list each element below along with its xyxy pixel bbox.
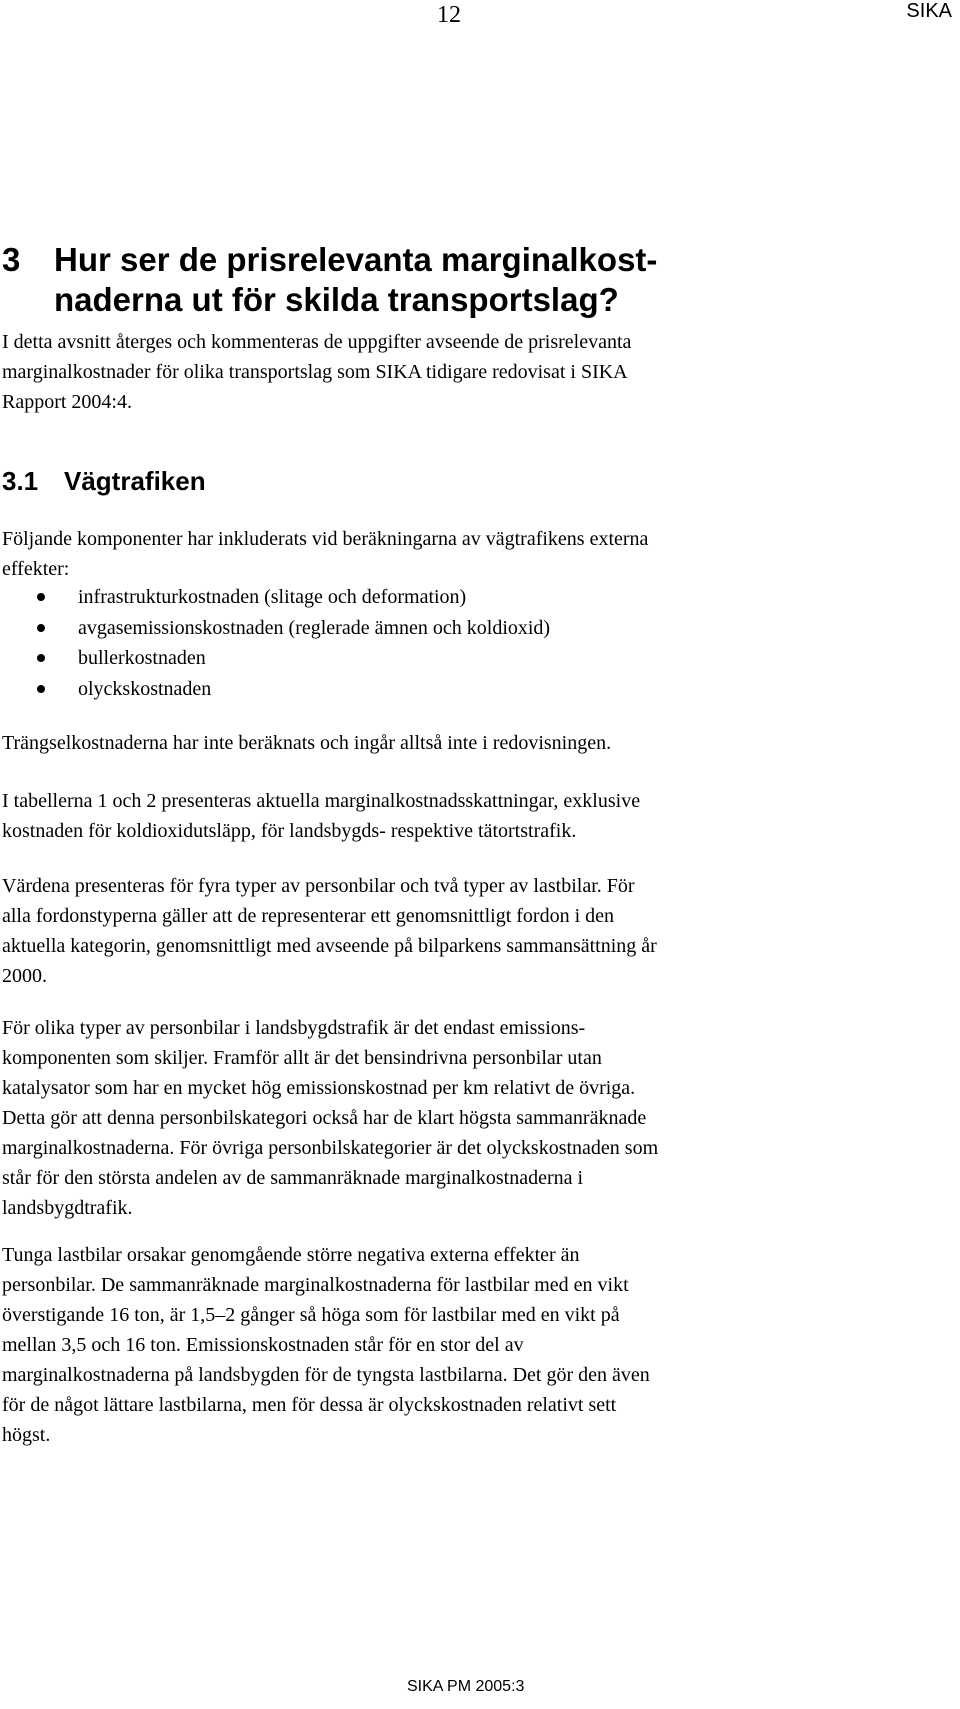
paragraph-values [2, 871, 892, 991]
paragraph-line: mellan 3,5 och 16 ton. Emissionskostnaden står för en stor del av [2, 1334, 524, 1356]
paragraph-line: Trängselkostnaderna har inte beräknats och ingår alltså inte i redovisningen. [2, 732, 612, 754]
bullet-icon [37, 593, 45, 601]
intro-line: Rapport 2004:4. [2, 391, 132, 413]
paragraph-line: Tunga lastbilar orsakar genomgående större negativa externa effekter än [2, 1244, 580, 1266]
header-brand: SIKA [906, 0, 952, 22]
paragraph-trucks [2, 1240, 892, 1450]
paragraph-line: I tabellerna 1 och 2 presenteras aktuella marginalkostnadsskattningar, exklusive [2, 790, 641, 812]
list-item-text: olyckskostnaden [78, 677, 212, 700]
paragraph-passenger-cars [2, 1013, 892, 1223]
bullet-icon [37, 624, 45, 632]
paragraph-line: aktuella kategorin, genomsnittligt med avseende på bilparkens sammansättning år [2, 935, 657, 957]
list-item [0, 674, 550, 705]
components-list [0, 582, 550, 704]
list-item-text: avgasemissionskostnaden (reglerade ämnen och koldioxid) [78, 616, 551, 639]
list-item-text: bullerkostnaden [78, 647, 206, 669]
bullet-icon [37, 654, 45, 662]
section-heading [2, 465, 206, 497]
bullet-icon [37, 685, 45, 693]
paragraph-line: marginalkostnaderna på landsbygden för de tyngsta lastbilarna. Det gör den även [2, 1364, 650, 1386]
paragraph-line: marginalkostnaderna. För övriga personbilskategorier är det olyckskostnaden som [2, 1137, 659, 1159]
paragraph-line: högst. [2, 1424, 51, 1446]
paragraph-congestion [2, 728, 892, 758]
components-intro-line: effekter: [2, 558, 70, 580]
paragraph-line: Detta gör att denna personbilskategori också har de klart högsta sammanräknade [2, 1107, 647, 1129]
paragraph-line: 2000. [2, 965, 47, 987]
paragraph-line: Värdena presenteras för fyra typer av personbilar och två typer av lastbilar. För [2, 875, 635, 897]
intro-paragraph [2, 327, 892, 417]
page-number: 12 [437, 2, 461, 28]
footer-report-id: SIKA PM 2005:3 [407, 1678, 525, 1695]
paragraph-line: kostnaden för koldioxidutsläpp, för landsbygds- respektive tätortstrafik. [2, 820, 577, 842]
components-intro [2, 524, 892, 584]
intro-line: I detta avsnitt återges och kommenteras de uppgifter avseende de prisrelevanta [2, 331, 632, 353]
paragraph-tables [2, 786, 892, 846]
chapter-heading [2, 240, 882, 320]
chapter-title-line-2: naderna ut för skilda transportslag? [54, 281, 619, 318]
paragraph-line: alla fordonstyperna gäller att de representerar ett genomsnittligt fordon i den [2, 905, 615, 927]
paragraph-line: landsbygdtrafik. [2, 1197, 133, 1219]
section-number: 3.1 [2, 466, 39, 496]
paragraph-line: katalysator som har en mycket hög emissionskostnad per km relativt de övriga. [2, 1077, 636, 1099]
components-intro-line: Följande komponenter har inkluderats vid beräkningarna av vägtrafikens externa [2, 528, 649, 550]
list-item [0, 643, 550, 674]
paragraph-line: komponenten som skiljer. Framför allt är det bensindrivna personbilar utan [2, 1047, 602, 1069]
list-item [0, 613, 550, 644]
chapter-number: 3 [2, 241, 21, 278]
chapter-title-line-1: Hur ser de prisrelevanta marginalkost- [54, 241, 658, 278]
paragraph-line: står för den största andelen av de sammanräknade marginalkostnaderna i [2, 1167, 584, 1189]
section-title: Vägtrafiken [64, 466, 206, 496]
intro-line: marginalkostnader för olika transportslag som SIKA tidigare redovisat i SIKA [2, 361, 628, 383]
paragraph-line: För olika typer av personbilar i landsbygdstrafik är det endast emissions- [2, 1017, 586, 1039]
list-item [0, 582, 550, 613]
paragraph-line: överstigande 16 ton, är 1,5–2 gånger så höga som för lastbilar med en vikt på [2, 1304, 620, 1326]
paragraph-line: personbilar. De sammanräknade marginalkostnaderna för lastbilar med en vikt [2, 1274, 629, 1296]
paragraph-line: för de något lättare lastbilarna, men för dessa är olyckskostnaden relativt sett [2, 1394, 617, 1416]
list-item-text: infrastrukturkostnaden (slitage och deformation) [78, 586, 467, 608]
